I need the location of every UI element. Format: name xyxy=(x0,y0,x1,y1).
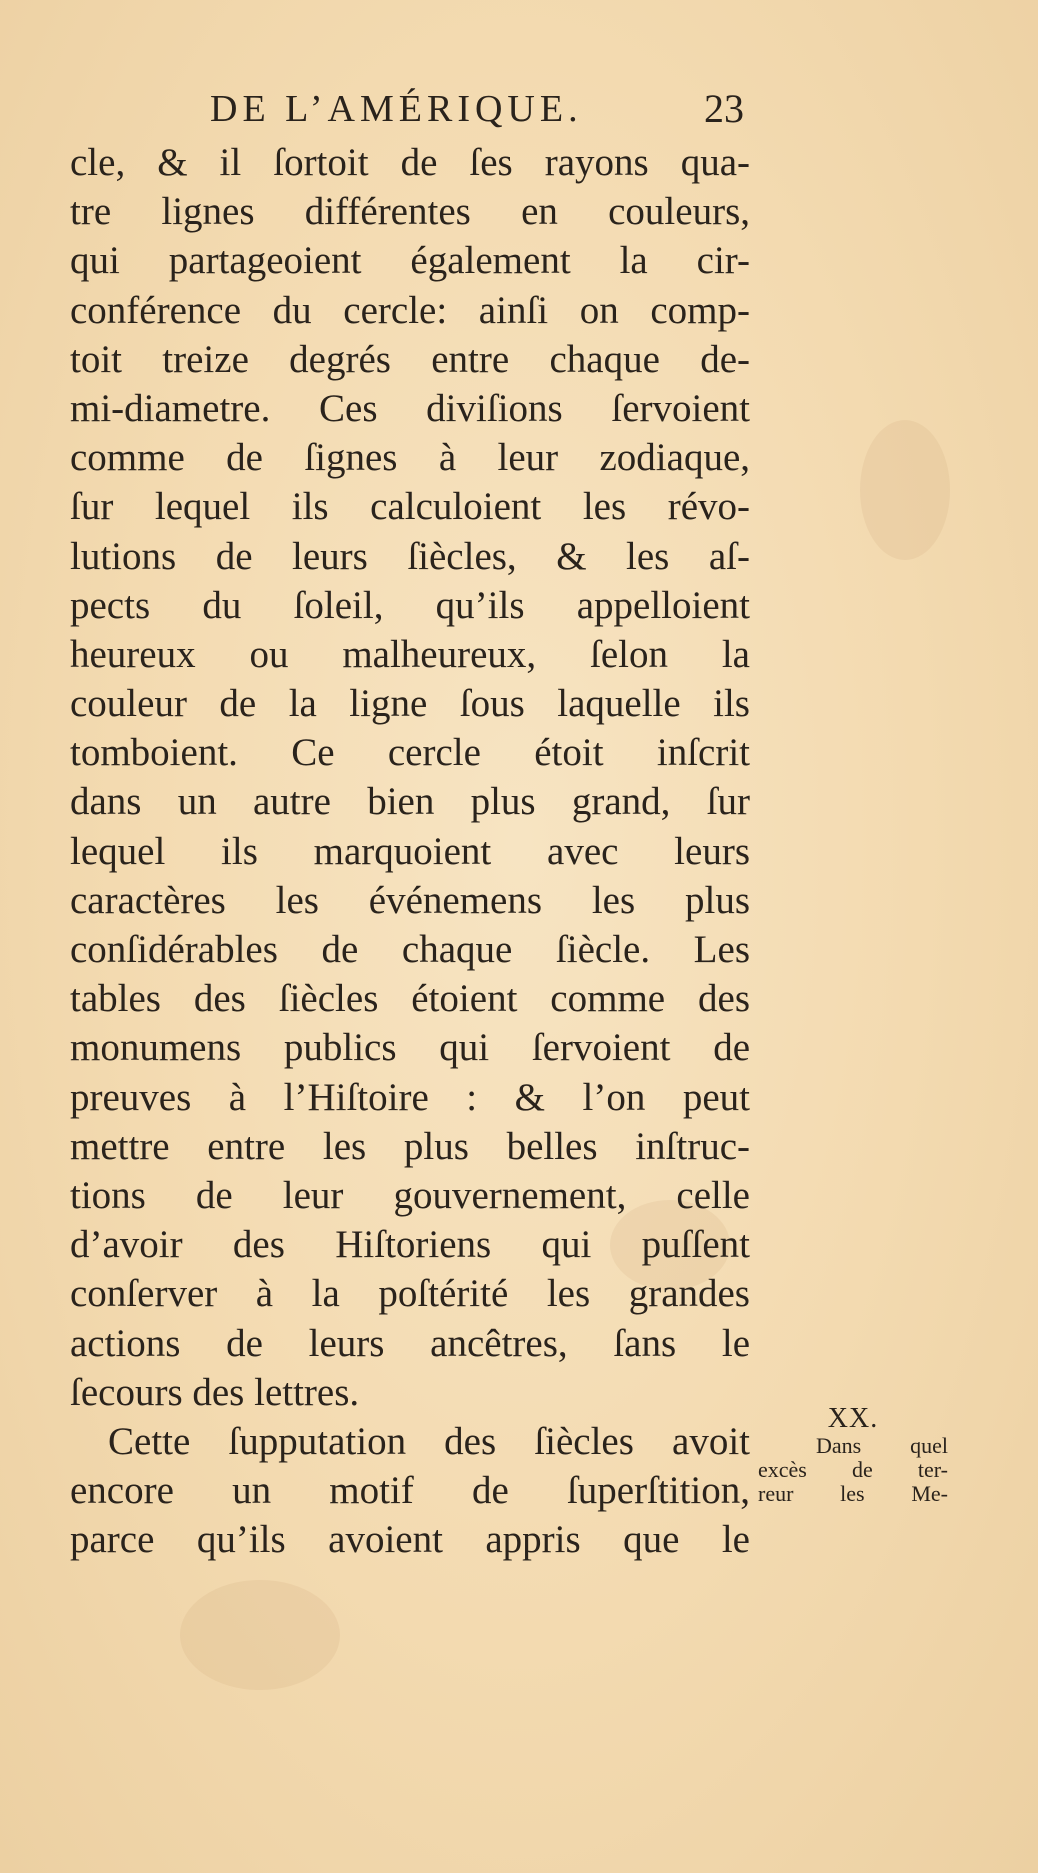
text-line: encore un motif de ſuperſtition, xyxy=(70,1469,750,1513)
text-line: toit treize degrés entre chaque de- xyxy=(70,337,750,381)
text-line: tables des ſiècles étoient comme des xyxy=(70,977,750,1021)
text-line: cle, & il ſortoit de ſes rayons qua- xyxy=(70,141,750,184)
text-line: conſerver à la poſtérité les grandes xyxy=(70,1272,750,1316)
text-line: mettre entre les plus belles inſtruc- xyxy=(70,1124,750,1168)
text-line: lequel ils marquoient avec leurs xyxy=(70,829,750,873)
text-line: couleur de la ligne ſous laquelle ils xyxy=(70,682,750,726)
text-line: comme de ſignes à leur zodiaque, xyxy=(70,436,750,480)
text-line: qui partageoient également la cir- xyxy=(70,239,750,283)
text-line: monumens publics qui ſervoient de xyxy=(70,1026,750,1070)
text-line: parce qu’ils avoient appris que le xyxy=(70,1518,750,1562)
text-line: actions de leurs ancêtres, ſans le xyxy=(70,1321,750,1365)
text-line: heureux ou malheureux, ſelon la xyxy=(70,632,750,676)
text-line: tions de leur gouvernement, celle xyxy=(70,1173,750,1217)
text-line: pects du ſoleil, qu’ils appelloient xyxy=(70,583,750,627)
text-line: d’avoir des Hiſtoriens qui puſſent xyxy=(70,1223,750,1267)
paper-stain xyxy=(180,1580,340,1690)
text-line: tre lignes différentes en couleurs, xyxy=(70,190,750,234)
running-head xyxy=(210,86,750,132)
body-text xyxy=(70,138,750,1564)
marginal-note-line: Dans quel xyxy=(816,1433,948,1458)
paper-stain xyxy=(860,420,950,560)
text-line: ſecours des lettres. xyxy=(70,1370,360,1414)
text-line: caractères les événemens les plus xyxy=(70,878,750,922)
text-line: conférence du cercle: ainſi on comp- xyxy=(70,288,750,332)
text-line: dans un autre bien plus grand, ſur xyxy=(70,780,750,824)
text-line: preuves à l’Hiſtoire : & l’on peut xyxy=(70,1075,750,1119)
text-line: lutions de leurs ſiècles, & les aſ- xyxy=(70,534,750,578)
marginal-note-number: XX. xyxy=(827,1403,879,1434)
running-title: DE L’AMÉRIQUE. xyxy=(210,88,583,130)
text-line: conſidérables de chaque ſiècle. Les xyxy=(70,928,750,971)
text-line: ſur lequel ils calculoient les révo- xyxy=(70,485,750,529)
text-line: tomboient. Ce cercle étoit inſcrit xyxy=(70,731,750,775)
marginal-note-line: excès de ter- xyxy=(758,1457,948,1482)
marginal-note xyxy=(758,1404,948,1506)
text-line: mi-diametre. Ces diviſions ſervoient xyxy=(70,386,750,430)
text-line: Cette ſupputation des ſiècles avoit xyxy=(108,1419,750,1463)
marginal-note-line: reur les Me- xyxy=(758,1481,948,1506)
page-number: 23 xyxy=(704,86,744,131)
